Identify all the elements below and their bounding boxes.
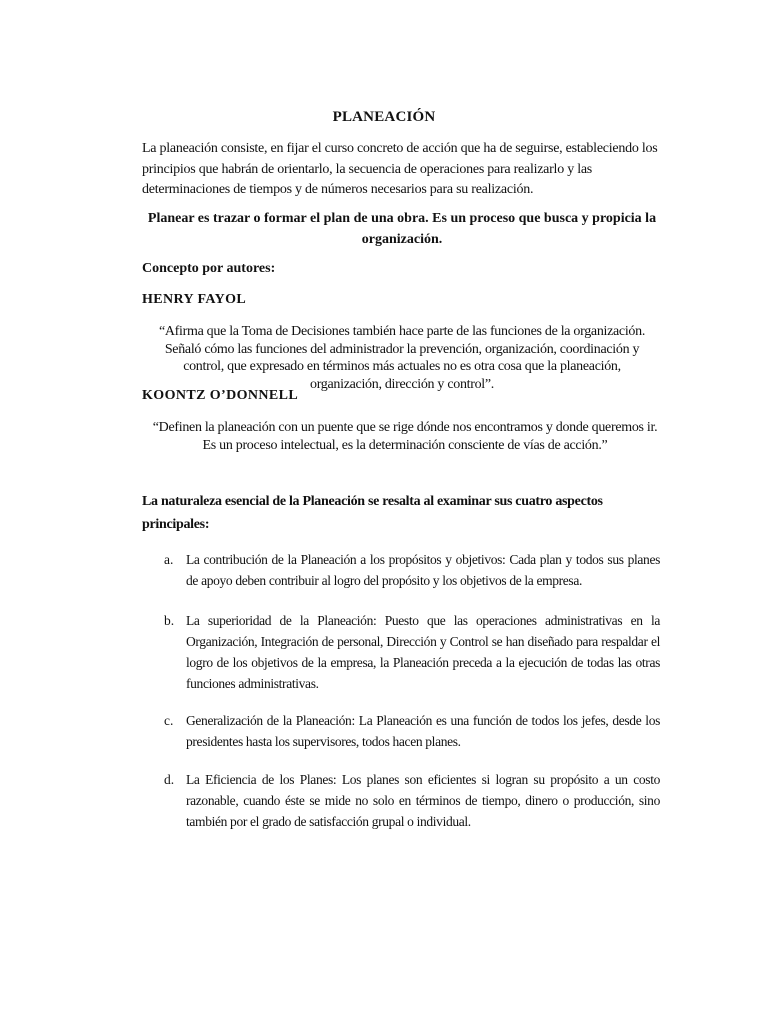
list-marker: d. [164,772,175,787]
list-item [164,769,660,832]
nature-heading: La naturaleza esencial de la Planeación se resalta al examinar sus cuatro aspectos principales: [142,494,603,532]
page-title: PLANEACIÓN [332,109,436,125]
list-marker: c. [164,713,174,728]
list-item [164,549,660,591]
concept-heading: Concepto por autores: [142,261,276,276]
list-marker: a. [164,552,174,567]
list-item-text: La superioridad de la Planeación: Puesto que las operaciones administrativas en la Organización, Integración de personal, Dirección y Control se han diseñado para respaldar el logro de los objetivos de la empresa, la Planeación preceda a la ejecución de todas las otras funciones administrativas. [186,613,660,691]
definition-statement: Planear es trazar o formar el plan de una obra. Es un proceso que busca y propicia la organización. [147,211,657,247]
list-item [164,610,660,694]
list-marker: b. [164,613,175,628]
list-item-text: Generalización de la Planeación: La Planeación es una función de todos los jefes, desde los presidentes hasta los supervisores, todos hacen planes. [186,713,660,749]
intro-paragraph: La planeación consiste, en fijar el curso concreto de acción que ha de seguirse, estableciendo los principios que habrán de orientarlo, la secuencia de operaciones para realizarlo y las determinaciones de tiempos y de números necesarios para su realización. [142,141,658,197]
author-name-fayol: HENRY FAYOL [142,292,247,307]
author-quote-fayol: “Afirma que la Toma de Decisiones también hace parte de las funciones de la organización. Señaló cómo las funciones del administrador la prevención, organización, coordinación y control, que expresado en términos más actuales no es otra cosa que la planeación, organización, dirección y control”. [158,324,646,392]
list-item-text: La Eficiencia de los Planes: Los planes son eficientes si logran su propósito a un costo razonable, cuando éste se mide no solo en términos de tiempo, dinero o producción, sino también por el grado de satisfacción grupal o individual. [186,772,660,829]
list-item-text: La contribución de la Planeación a los propósitos y objetivos: Cada plan y todos sus planes de apoyo deben contribuir al logro del propósito y los objetivos de la empresa. [186,552,660,588]
list-item [164,710,660,752]
author-name-koontz: KOONTZ O’DONNELL [142,388,299,403]
author-quote-koontz: “Definen la planeación con un puente que se rige dónde nos encontramos y donde queremos ir. Es un proceso intelectual, es la determinación consciente de vías de acción.” [152,420,658,453]
